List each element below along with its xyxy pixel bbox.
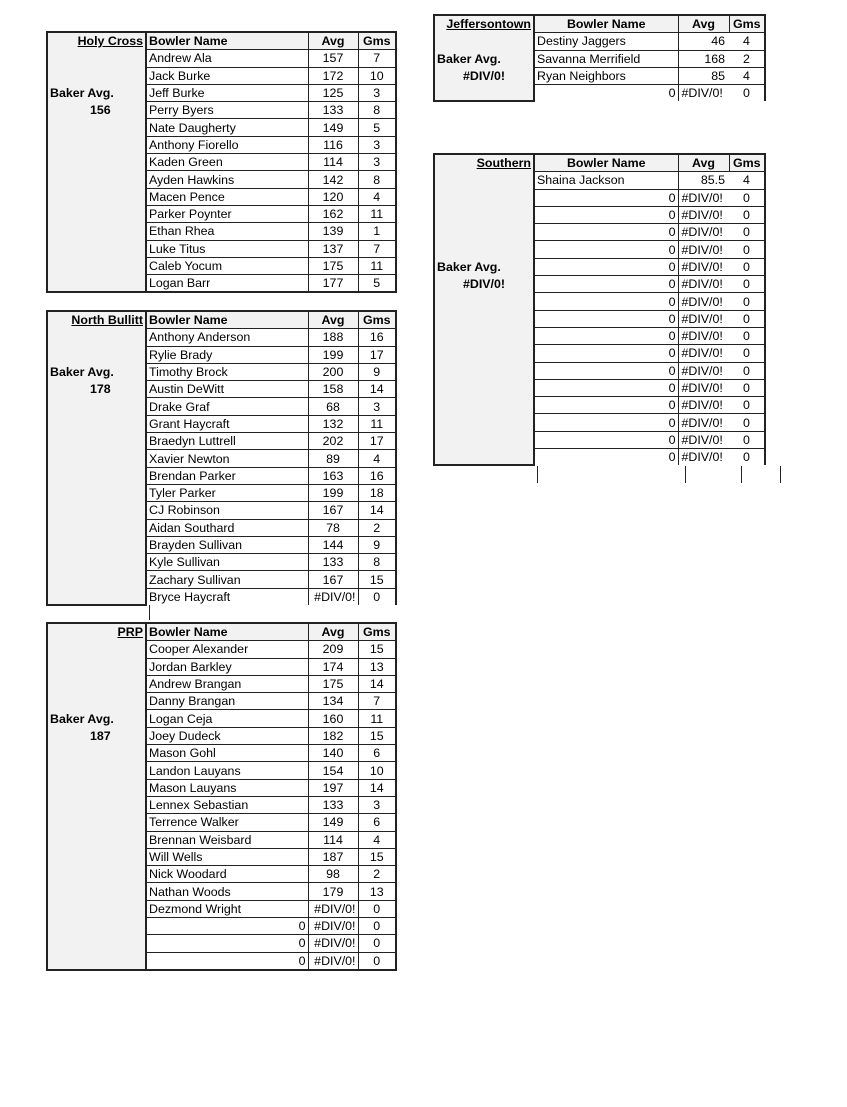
bowler-avg: #DIV/0!: [308, 918, 358, 935]
bowler-games: 5: [358, 119, 396, 136]
bowler-games: 2: [358, 866, 396, 883]
header-row: [47, 311, 396, 329]
bowler-avg: 197: [308, 779, 358, 796]
bowler-games: 2: [729, 50, 765, 67]
bowler-avg: 202: [308, 433, 358, 450]
bowler-games: 4: [358, 450, 396, 467]
bowler-games: 4: [729, 172, 765, 189]
baker-average: [437, 259, 505, 294]
bowler-name: Ayden Hawkins: [146, 171, 308, 188]
bowler-games: 17: [358, 346, 396, 363]
column-header-bowler-name: Bowler Name: [146, 32, 308, 50]
bowler-avg: #DIV/0!: [678, 362, 729, 379]
bowler-avg: #DIV/0!: [308, 952, 358, 970]
bowler-avg: #DIV/0!: [308, 900, 358, 917]
bowler-games: 11: [358, 205, 396, 222]
bowler-name: Zachary Sullivan: [146, 571, 308, 588]
bowler-name: Kaden Green: [146, 154, 308, 171]
bowler-name: Logan Ceja: [146, 710, 308, 727]
bowler-avg: 78: [308, 519, 358, 536]
baker-average-value: 187: [90, 728, 111, 743]
bowler-avg: 167: [308, 502, 358, 519]
bowler-avg: 175: [308, 675, 358, 692]
header-row: [434, 15, 765, 33]
bowler-avg: 199: [308, 484, 358, 501]
baker-average-label: Baker Avg.: [437, 259, 501, 274]
baker-average-value: #DIV/0!: [463, 68, 506, 83]
bowler-games: 0: [729, 224, 765, 241]
grid-line-stub: [149, 605, 150, 620]
bowler-avg: 167: [308, 571, 358, 588]
bowler-games: 7: [358, 50, 396, 67]
bowler-avg: 68: [308, 398, 358, 415]
bowler-name: 0: [534, 258, 678, 275]
baker-average-value: #DIV/0!: [463, 277, 506, 292]
bowler-name: Destiny Jaggers: [534, 33, 678, 50]
bowler-name: Parker Poynter: [146, 205, 308, 222]
bowler-games: 0: [358, 952, 396, 970]
bowler-avg: 149: [308, 119, 358, 136]
bowler-games: 7: [358, 693, 396, 710]
bowler-avg: #DIV/0!: [678, 85, 729, 102]
bowler-games: 15: [358, 727, 396, 744]
bowler-name: Will Wells: [146, 848, 308, 865]
bowler-games: 9: [358, 363, 396, 380]
bowler-games: 3: [358, 136, 396, 153]
bowler-games: 11: [358, 710, 396, 727]
team-table-prp: [46, 622, 397, 971]
header-row: [47, 32, 396, 50]
bowler-name: Bryce Haycraft: [146, 588, 308, 605]
bowler-games: 18: [358, 484, 396, 501]
baker-average-label: Baker Avg.: [50, 85, 114, 100]
bowler-games: 4: [358, 188, 396, 205]
bowler-name: Savanna Merrifield: [534, 50, 678, 67]
bowler-name: 0: [534, 206, 678, 223]
baker-average-label: Baker Avg.: [50, 364, 114, 379]
bowler-avg: #DIV/0!: [678, 379, 729, 396]
bowler-games: 0: [729, 327, 765, 344]
bowler-avg: 85: [678, 67, 729, 84]
column-header-gms: Gms: [358, 311, 396, 329]
bowler-games: 0: [729, 206, 765, 223]
team-name: Southern: [476, 156, 531, 170]
column-header-bowler-name: Bowler Name: [146, 311, 308, 329]
column-header-bowler-name: Bowler Name: [534, 154, 678, 172]
bowler-games: 10: [358, 762, 396, 779]
bowler-avg: 125: [308, 84, 358, 101]
bowler-avg: 89: [308, 450, 358, 467]
bowler-name: Jordan Barkley: [146, 658, 308, 675]
bowler-name: Rylie Brady: [146, 346, 308, 363]
roster-table: [433, 14, 766, 102]
bowler-name: Ethan Rhea: [146, 223, 308, 240]
bowler-avg: #DIV/0!: [678, 276, 729, 293]
bowler-name: Jack Burke: [146, 67, 308, 84]
bowler-avg: 179: [308, 883, 358, 900]
column-header-gms: Gms: [358, 623, 396, 641]
bowler-avg: 199: [308, 346, 358, 363]
bowler-games: 0: [729, 85, 765, 102]
roster-table: [46, 31, 397, 293]
bowler-avg: 182: [308, 727, 358, 744]
team-cell: [434, 15, 534, 101]
bowler-name: Jeff Burke: [146, 84, 308, 101]
bowler-avg: 160: [308, 710, 358, 727]
bowler-games: 0: [729, 258, 765, 275]
team-cell: [47, 623, 146, 970]
bowler-games: 3: [358, 398, 396, 415]
bowler-name: Nathan Woods: [146, 883, 308, 900]
bowler-name: 0: [534, 449, 678, 466]
baker-average-label: Baker Avg.: [437, 51, 501, 66]
bowler-games: 17: [358, 433, 396, 450]
bowler-games: 0: [729, 310, 765, 327]
bowler-avg: 133: [308, 554, 358, 571]
bowler-games: 7: [358, 240, 396, 257]
header-row: [434, 154, 765, 172]
bowler-name: Nate Daugherty: [146, 119, 308, 136]
bowler-name: Landon Lauyans: [146, 762, 308, 779]
bowler-games: 11: [358, 415, 396, 432]
bowler-name: Mason Gohl: [146, 745, 308, 762]
bowler-avg: 85.5: [678, 172, 729, 189]
bowler-avg: #DIV/0!: [678, 431, 729, 448]
bowler-games: 14: [358, 675, 396, 692]
bowler-games: 0: [729, 362, 765, 379]
bowler-games: 0: [358, 918, 396, 935]
bowler-name: Luke Titus: [146, 240, 308, 257]
bowler-name: 0: [534, 345, 678, 362]
grid-line-stub: [685, 466, 742, 483]
team-cell: [434, 154, 534, 465]
bowler-name: 0: [146, 918, 308, 935]
bowler-games: 10: [358, 67, 396, 84]
baker-average-value: 178: [90, 382, 111, 397]
team-table-southern: [433, 153, 766, 466]
team-name: North Bullitt: [71, 313, 143, 327]
bowler-name: 0: [534, 362, 678, 379]
bowler-avg: 187: [308, 848, 358, 865]
bowler-games: 14: [358, 779, 396, 796]
bowler-name: CJ Robinson: [146, 502, 308, 519]
bowler-name: Mason Lauyans: [146, 779, 308, 796]
bowler-avg: #DIV/0!: [678, 258, 729, 275]
bowler-name: 0: [534, 293, 678, 310]
bowler-avg: #DIV/0!: [678, 241, 729, 258]
column-header-avg: Avg: [308, 32, 358, 50]
bowler-games: 4: [358, 831, 396, 848]
bowler-name: 0: [534, 414, 678, 431]
bowler-avg: 174: [308, 658, 358, 675]
bowler-name: Xavier Newton: [146, 450, 308, 467]
bowler-avg: 133: [308, 796, 358, 813]
column-header-avg: Avg: [308, 311, 358, 329]
column-header-gms: Gms: [358, 32, 396, 50]
baker-average-value: 156: [90, 103, 111, 118]
roster-table: [433, 153, 766, 466]
bowler-name: Aidan Southard: [146, 519, 308, 536]
bowler-games: 6: [358, 745, 396, 762]
bowler-games: 4: [729, 33, 765, 50]
bowler-avg: 139: [308, 223, 358, 240]
column-header-gms: Gms: [729, 154, 765, 172]
bowler-avg: #DIV/0!: [678, 293, 729, 310]
bowler-games: 0: [729, 345, 765, 362]
bowler-avg: 154: [308, 762, 358, 779]
bowler-name: Caleb Yocum: [146, 257, 308, 274]
bowler-name: Austin DeWitt: [146, 381, 308, 398]
bowler-name: Joey Dudeck: [146, 727, 308, 744]
bowler-games: 4: [729, 67, 765, 84]
bowler-name: 0: [534, 310, 678, 327]
bowler-games: 1: [358, 223, 396, 240]
bowler-name: Brayden Sullivan: [146, 536, 308, 553]
bowler-name: Kyle Sullivan: [146, 554, 308, 571]
bowler-avg: 158: [308, 381, 358, 398]
bowler-games: 13: [358, 883, 396, 900]
bowler-name: 0: [146, 952, 308, 970]
bowler-name: Nick Woodard: [146, 866, 308, 883]
bowler-avg: #DIV/0!: [678, 345, 729, 362]
bowler-avg: 168: [678, 50, 729, 67]
bowler-name: 0: [534, 241, 678, 258]
bowler-name: Drake Graf: [146, 398, 308, 415]
bowler-games: 0: [729, 397, 765, 414]
bowler-name: 0: [534, 327, 678, 344]
bowler-name: 0: [534, 224, 678, 241]
column-header-avg: Avg: [308, 623, 358, 641]
bowler-avg: 98: [308, 866, 358, 883]
column-header-gms: Gms: [729, 15, 765, 33]
bowler-name: Tyler Parker: [146, 484, 308, 501]
bowler-games: 0: [729, 293, 765, 310]
bowler-avg: 188: [308, 329, 358, 346]
bowler-avg: 209: [308, 641, 358, 658]
bowler-games: 0: [729, 379, 765, 396]
bowler-games: 3: [358, 154, 396, 171]
bowler-avg: #DIV/0!: [678, 397, 729, 414]
bowler-games: 14: [358, 502, 396, 519]
bowler-avg: 142: [308, 171, 358, 188]
team-name: Jeffersontown: [446, 17, 531, 31]
bowler-avg: #DIV/0!: [678, 206, 729, 223]
bowler-avg: 149: [308, 814, 358, 831]
bowler-avg: 116: [308, 136, 358, 153]
header-row: [47, 623, 396, 641]
bowler-name: Braedyn Luttrell: [146, 433, 308, 450]
bowler-avg: 175: [308, 257, 358, 274]
bowler-name: Dezmond Wright: [146, 900, 308, 917]
column-header-bowler-name: Bowler Name: [534, 15, 678, 33]
bowler-name: Andrew Brangan: [146, 675, 308, 692]
bowler-games: 0: [358, 935, 396, 952]
column-header-avg: Avg: [678, 15, 729, 33]
team-cell: [47, 311, 146, 605]
bowler-games: 15: [358, 848, 396, 865]
bowler-avg: #DIV/0!: [308, 588, 358, 605]
bowler-games: 16: [358, 329, 396, 346]
bowler-games: 3: [358, 796, 396, 813]
baker-average: [437, 51, 505, 86]
team-table-jeffersontown: [433, 14, 766, 102]
bowler-name: Anthony Anderson: [146, 329, 308, 346]
bowler-avg: #DIV/0!: [678, 414, 729, 431]
bowler-games: 14: [358, 381, 396, 398]
bowler-name: Anthony Fiorello: [146, 136, 308, 153]
bowler-name: Logan Barr: [146, 275, 308, 293]
bowler-avg: 134: [308, 693, 358, 710]
bowler-avg: 114: [308, 154, 358, 171]
bowler-name: Macen Pence: [146, 188, 308, 205]
baker-average: [50, 85, 114, 120]
bowler-games: 5: [358, 275, 396, 293]
bowler-games: 0: [729, 189, 765, 206]
team-cell: [47, 32, 146, 292]
bowler-games: 8: [358, 102, 396, 119]
bowler-avg: 163: [308, 467, 358, 484]
team-name: Holy Cross: [77, 34, 143, 48]
bowler-name: Shaina Jackson: [534, 172, 678, 189]
grid-line-stub: [537, 466, 686, 483]
bowler-games: 8: [358, 171, 396, 188]
bowler-avg: #DIV/0!: [678, 189, 729, 206]
bowler-name: Danny Brangan: [146, 693, 308, 710]
bowler-name: 0: [534, 85, 678, 102]
bowler-avg: 157: [308, 50, 358, 67]
bowler-name: Andrew Ala: [146, 50, 308, 67]
bowler-name: Lennex Sebastian: [146, 796, 308, 813]
bowler-games: 2: [358, 519, 396, 536]
bowler-name: Timothy Brock: [146, 363, 308, 380]
bowler-name: 0: [534, 379, 678, 396]
column-header-bowler-name: Bowler Name: [146, 623, 308, 641]
baker-average: [50, 711, 114, 746]
bowler-avg: #DIV/0!: [678, 327, 729, 344]
bowler-avg: #DIV/0!: [678, 449, 729, 466]
bowler-games: 0: [358, 900, 396, 917]
bowler-name: 0: [534, 276, 678, 293]
bowler-games: 0: [729, 414, 765, 431]
bowler-name: Brennan Weisbard: [146, 831, 308, 848]
bowler-games: 0: [729, 449, 765, 466]
team-table-holy-cross: [46, 31, 397, 293]
bowler-name: 0: [146, 935, 308, 952]
bowler-games: 8: [358, 554, 396, 571]
bowler-name: Cooper Alexander: [146, 641, 308, 658]
roster-table: [46, 622, 397, 971]
bowler-games: 6: [358, 814, 396, 831]
bowler-games: 16: [358, 467, 396, 484]
bowler-avg: 133: [308, 102, 358, 119]
bowler-avg: #DIV/0!: [678, 224, 729, 241]
bowler-avg: 200: [308, 363, 358, 380]
bowler-name: Perry Byers: [146, 102, 308, 119]
bowler-avg: 114: [308, 831, 358, 848]
bowler-avg: 137: [308, 240, 358, 257]
team-table-north-bullitt: [46, 310, 397, 606]
bowler-avg: #DIV/0!: [308, 935, 358, 952]
bowler-games: 15: [358, 641, 396, 658]
baker-average: [50, 364, 114, 399]
bowler-avg: 120: [308, 188, 358, 205]
bowler-name: 0: [534, 397, 678, 414]
baker-average-label: Baker Avg.: [50, 711, 114, 726]
bowler-avg: 144: [308, 536, 358, 553]
bowler-games: 0: [729, 431, 765, 448]
roster-table: [46, 310, 397, 606]
bowler-name: Terrence Walker: [146, 814, 308, 831]
bowler-games: 0: [729, 241, 765, 258]
bowler-name: Brendan Parker: [146, 467, 308, 484]
bowler-games: 0: [358, 588, 396, 605]
team-name: PRP: [117, 625, 143, 639]
bowler-games: 3: [358, 84, 396, 101]
bowler-avg: 177: [308, 275, 358, 293]
bowler-games: 0: [729, 276, 765, 293]
column-header-avg: Avg: [678, 154, 729, 172]
bowler-avg: #DIV/0!: [678, 310, 729, 327]
bowler-games: 9: [358, 536, 396, 553]
grid-line-stub: [780, 466, 781, 483]
bowler-avg: 162: [308, 205, 358, 222]
bowler-games: 15: [358, 571, 396, 588]
bowler-name: Grant Haycraft: [146, 415, 308, 432]
bowler-name: Ryan Neighbors: [534, 67, 678, 84]
bowler-name: 0: [534, 189, 678, 206]
bowler-avg: 132: [308, 415, 358, 432]
bowler-avg: 140: [308, 745, 358, 762]
bowler-avg: 46: [678, 33, 729, 50]
bowler-games: 13: [358, 658, 396, 675]
bowler-games: 11: [358, 257, 396, 274]
bowler-name: 0: [534, 431, 678, 448]
bowler-avg: 172: [308, 67, 358, 84]
